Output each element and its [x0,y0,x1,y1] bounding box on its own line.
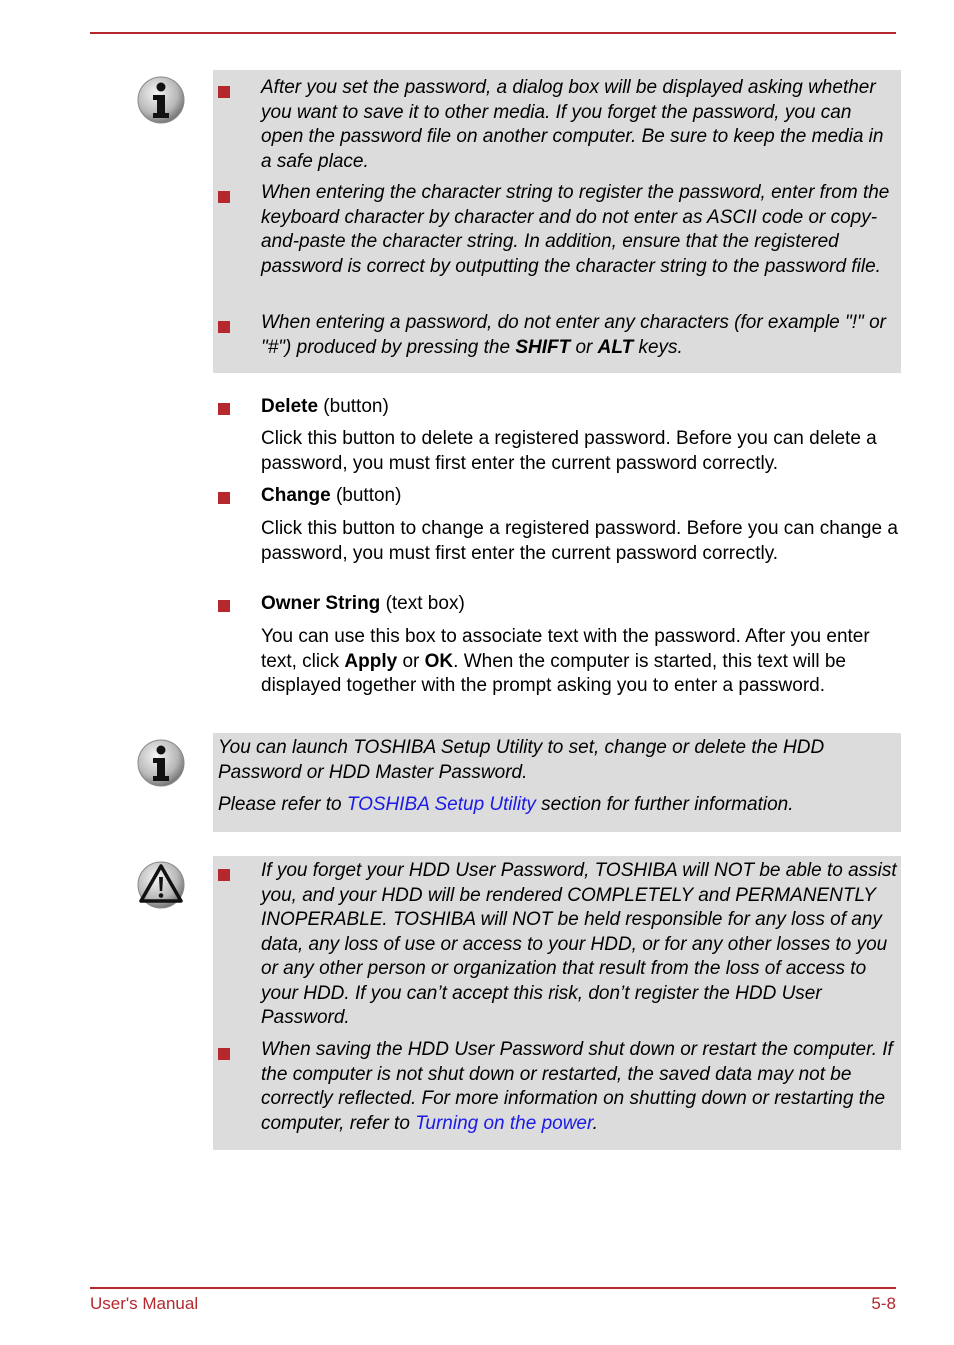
bullet-icon [218,869,230,881]
option-list [213,395,901,725]
note-text: When entering a password, do not enter any characters (for example "!" or "#") produced by pressing the SHIFT or ALT keys. [261,312,886,358]
header-rule [90,32,896,34]
option-title: Change (button) [261,485,402,506]
option-description: Click this button to delete a registered password. Before you can delete a password, you must first enter the current password correctly. [261,428,877,474]
turning-on-the-power-link[interactable]: Turning on the power [415,1112,593,1134]
option-title: Delete (button) [261,396,389,417]
warning-text: When saving the HDD User Password shut down or restart the computer. If the computer is not shut down or restarted, the saved data may not be correctly reflected. For more information on shutting down or restarting the computer, refer to Turning on the power. [261,1039,893,1134]
warning-box [213,856,901,1150]
note-text: Please refer to TOSHIBA Setup Utility section for further information. [218,794,794,815]
bullet-icon [218,403,230,415]
info-icon [136,738,186,788]
bullet-icon [218,321,230,333]
note-text: After you set the password, a dialog box will be displayed asking whether you want to save it to other media. If you forget the password, you can open the password file on another computer. Be sure to keep the media in a safe place. [261,77,884,172]
warning-icon [136,860,186,910]
note-text: You can launch TOSHIBA Setup Utility to set, change or delete the HDD Password or HDD Master Password. [218,737,825,783]
option-description: Click this button to change a registered password. Before you can change a password, you must first enter the current password correctly. [261,518,898,564]
note-text: When entering the character string to register the password, enter from the keyboard character by character and do not enter as ASCII code or copy-and-paste the character string. In addition, ensure that the registered password is correct by outputting the character string to the password file. [261,182,890,277]
bullet-icon [218,191,230,203]
option-description: You can use this box to associate text with the password. After you enter text, click Apply or OK. When the computer is started, this text will be displayed together with the prompt asking you to enter a password. [261,626,870,696]
footer-title: User's Manual [90,1294,199,1313]
info-icon [136,75,186,125]
footer-rule [90,1287,896,1289]
option-title: Owner String (text box) [261,593,465,614]
bullet-icon [218,600,230,612]
note-box [213,733,901,832]
page-number: 5-8 [871,1294,896,1313]
bullet-icon [218,1048,230,1060]
note-box [213,70,901,373]
bullet-icon [218,492,230,504]
toshiba-setup-utility-link[interactable]: TOSHIBA Setup Utility [346,794,536,815]
bullet-icon [218,86,230,98]
warning-text: If you forget your HDD User Password, TOSHIBA will NOT be able to assist you, and your HDD will be rendered COMPLETELY and PERMANENTLY INOPERABLE. TOSHIBA will NOT be held responsible for any loss of any data, any loss of use or access to your HDD, or for any other losses to you or any other person or organization that result from the loss of access to your HDD. If you can’t accept this risk, don’t register the HDD User Password. [261,860,897,1028]
